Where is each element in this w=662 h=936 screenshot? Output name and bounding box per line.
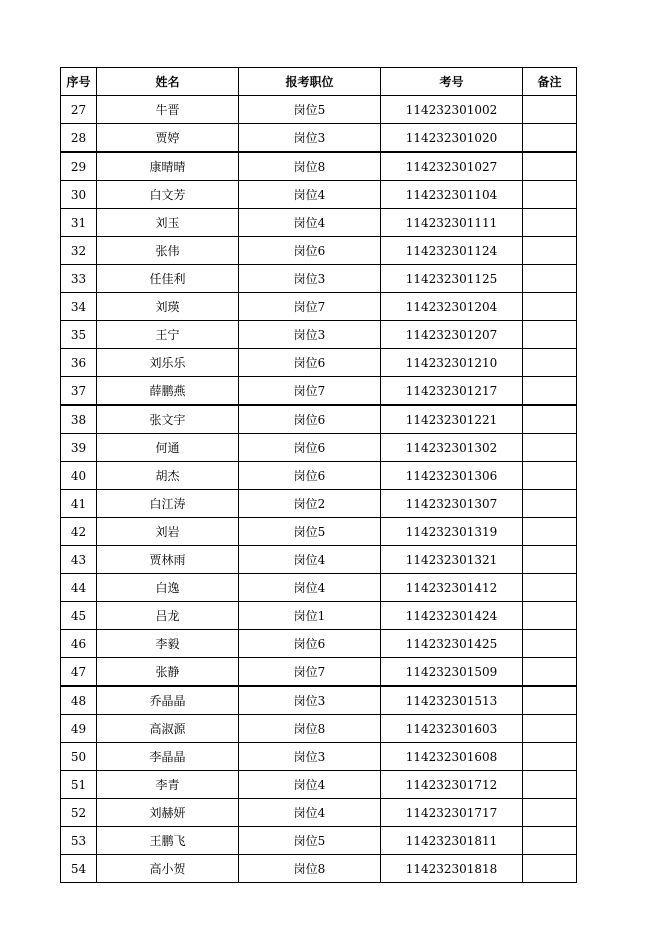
cell-name: 康晴晴	[97, 152, 239, 181]
cell-position: 岗位4	[239, 181, 381, 209]
cell-note	[523, 321, 577, 349]
header-exam-id: 考号	[381, 68, 523, 96]
cell-note	[523, 96, 577, 124]
cell-position: 岗位6	[239, 630, 381, 658]
cell-position: 岗位4	[239, 771, 381, 799]
table-row	[61, 686, 577, 715]
table-row	[61, 658, 577, 687]
cell-no: 33	[61, 265, 97, 293]
cell-no: 37	[61, 377, 97, 406]
cell-position: 岗位3	[239, 321, 381, 349]
cell-no: 38	[61, 405, 97, 434]
cell-exam-id: 114232301111	[381, 209, 523, 237]
cell-position: 岗位7	[239, 377, 381, 406]
cell-no: 40	[61, 462, 97, 490]
cell-note	[523, 181, 577, 209]
cell-note	[523, 405, 577, 434]
cell-exam-id: 114232301712	[381, 771, 523, 799]
table-row	[61, 518, 577, 546]
cell-note	[523, 602, 577, 630]
header-row	[61, 68, 577, 96]
cell-note	[523, 799, 577, 827]
cell-note	[523, 490, 577, 518]
cell-name: 白江涛	[97, 490, 239, 518]
cell-exam-id: 114232301217	[381, 377, 523, 406]
header-name: 姓名	[97, 68, 239, 96]
cell-name: 何通	[97, 434, 239, 462]
cell-exam-id: 114232301125	[381, 265, 523, 293]
table-row	[61, 546, 577, 574]
table-row	[61, 377, 577, 406]
cell-exam-id: 114232301204	[381, 293, 523, 321]
cell-position: 岗位7	[239, 293, 381, 321]
cell-no: 53	[61, 827, 97, 855]
cell-position: 岗位8	[239, 152, 381, 181]
cell-exam-id: 114232301306	[381, 462, 523, 490]
table-row	[61, 630, 577, 658]
table-row	[61, 209, 577, 237]
table-row	[61, 799, 577, 827]
cell-position: 岗位7	[239, 658, 381, 687]
cell-exam-id: 114232301210	[381, 349, 523, 377]
table-row	[61, 265, 577, 293]
table-row	[61, 152, 577, 181]
cell-name: 牛晋	[97, 96, 239, 124]
cell-no: 54	[61, 855, 97, 883]
cell-name: 高小贺	[97, 855, 239, 883]
cell-note	[523, 771, 577, 799]
cell-exam-id: 114232301319	[381, 518, 523, 546]
cell-no: 41	[61, 490, 97, 518]
cell-position: 岗位6	[239, 349, 381, 377]
cell-name: 李毅	[97, 630, 239, 658]
cell-note	[523, 462, 577, 490]
cell-note	[523, 518, 577, 546]
cell-position: 岗位3	[239, 686, 381, 715]
cell-exam-id: 114232301221	[381, 405, 523, 434]
cell-no: 30	[61, 181, 97, 209]
cell-no: 45	[61, 602, 97, 630]
cell-exam-id: 114232301002	[381, 96, 523, 124]
table-row	[61, 293, 577, 321]
cell-name: 贾婷	[97, 124, 239, 153]
cell-no: 36	[61, 349, 97, 377]
table-row	[61, 124, 577, 153]
cell-name: 李晶晶	[97, 743, 239, 771]
cell-no: 29	[61, 152, 97, 181]
table-row	[61, 827, 577, 855]
cell-name: 白逸	[97, 574, 239, 602]
cell-name: 乔晶晶	[97, 686, 239, 715]
cell-note	[523, 237, 577, 265]
cell-no: 50	[61, 743, 97, 771]
cell-no: 52	[61, 799, 97, 827]
cell-exam-id: 114232301104	[381, 181, 523, 209]
cell-exam-id: 114232301811	[381, 827, 523, 855]
cell-note	[523, 209, 577, 237]
cell-name: 吕龙	[97, 602, 239, 630]
cell-no: 34	[61, 293, 97, 321]
cell-name: 薛鹏燕	[97, 377, 239, 406]
cell-name: 刘岩	[97, 518, 239, 546]
cell-no: 44	[61, 574, 97, 602]
cell-note	[523, 630, 577, 658]
cell-no: 46	[61, 630, 97, 658]
cell-exam-id: 114232301027	[381, 152, 523, 181]
cell-exam-id: 114232301412	[381, 574, 523, 602]
cell-no: 48	[61, 686, 97, 715]
table-row	[61, 181, 577, 209]
cell-name: 李青	[97, 771, 239, 799]
cell-exam-id: 114232301307	[381, 490, 523, 518]
cell-position: 岗位6	[239, 405, 381, 434]
cell-position: 岗位4	[239, 209, 381, 237]
cell-exam-id: 114232301608	[381, 743, 523, 771]
table-row	[61, 434, 577, 462]
cell-name: 任佳利	[97, 265, 239, 293]
cell-note	[523, 152, 577, 181]
table-row	[61, 462, 577, 490]
table-row	[61, 349, 577, 377]
table-row	[61, 715, 577, 743]
cell-name: 贾林雨	[97, 546, 239, 574]
cell-note	[523, 715, 577, 743]
cell-exam-id: 114232301425	[381, 630, 523, 658]
cell-exam-id: 114232301321	[381, 546, 523, 574]
cell-note	[523, 855, 577, 883]
cell-note	[523, 686, 577, 715]
cell-name: 刘玉	[97, 209, 239, 237]
cell-note	[523, 546, 577, 574]
table-row	[61, 490, 577, 518]
cell-no: 39	[61, 434, 97, 462]
cell-position: 岗位4	[239, 546, 381, 574]
table-row	[61, 602, 577, 630]
cell-no: 28	[61, 124, 97, 153]
spreadsheet-sheet	[60, 67, 577, 883]
cell-name: 胡杰	[97, 462, 239, 490]
cell-exam-id: 114232301020	[381, 124, 523, 153]
cell-no: 42	[61, 518, 97, 546]
table-row	[61, 321, 577, 349]
cell-position: 岗位6	[239, 462, 381, 490]
cell-exam-id: 114232301603	[381, 715, 523, 743]
cell-position: 岗位4	[239, 574, 381, 602]
cell-exam-id: 114232301207	[381, 321, 523, 349]
cell-position: 岗位6	[239, 237, 381, 265]
header-no: 序号	[61, 68, 97, 96]
table-row	[61, 237, 577, 265]
cell-position: 岗位5	[239, 827, 381, 855]
cell-position: 岗位2	[239, 490, 381, 518]
cell-note	[523, 265, 577, 293]
cell-position: 岗位8	[239, 715, 381, 743]
cell-name: 王宁	[97, 321, 239, 349]
cell-no: 49	[61, 715, 97, 743]
cell-note	[523, 658, 577, 687]
cell-name: 刘赫妍	[97, 799, 239, 827]
cell-note	[523, 377, 577, 406]
cell-position: 岗位3	[239, 265, 381, 293]
cell-name: 白文芳	[97, 181, 239, 209]
table-row	[61, 405, 577, 434]
cell-exam-id: 114232301717	[381, 799, 523, 827]
cell-note	[523, 349, 577, 377]
cell-name: 刘瑛	[97, 293, 239, 321]
table-row	[61, 855, 577, 883]
cell-position: 岗位6	[239, 434, 381, 462]
cell-position: 岗位8	[239, 855, 381, 883]
cell-name: 刘乐乐	[97, 349, 239, 377]
header-note: 备注	[523, 68, 577, 96]
cell-no: 32	[61, 237, 97, 265]
cell-position: 岗位5	[239, 518, 381, 546]
cell-exam-id: 114232301509	[381, 658, 523, 687]
cell-position: 岗位4	[239, 799, 381, 827]
roster-table	[60, 67, 577, 883]
cell-position: 岗位1	[239, 602, 381, 630]
cell-no: 43	[61, 546, 97, 574]
cell-name: 高淑源	[97, 715, 239, 743]
cell-position: 岗位3	[239, 743, 381, 771]
cell-name: 张文宇	[97, 405, 239, 434]
table-row	[61, 574, 577, 602]
cell-note	[523, 743, 577, 771]
cell-note	[523, 124, 577, 153]
table-row	[61, 743, 577, 771]
cell-note	[523, 574, 577, 602]
cell-exam-id: 114232301818	[381, 855, 523, 883]
cell-name: 张静	[97, 658, 239, 687]
cell-note	[523, 293, 577, 321]
table-row	[61, 96, 577, 124]
header-position: 报考职位	[239, 68, 381, 96]
cell-no: 35	[61, 321, 97, 349]
cell-note	[523, 827, 577, 855]
cell-exam-id: 114232301513	[381, 686, 523, 715]
cell-position: 岗位3	[239, 124, 381, 153]
cell-name: 张伟	[97, 237, 239, 265]
cell-no: 51	[61, 771, 97, 799]
cell-no: 47	[61, 658, 97, 687]
table-row	[61, 771, 577, 799]
cell-position: 岗位5	[239, 96, 381, 124]
cell-no: 31	[61, 209, 97, 237]
cell-no: 27	[61, 96, 97, 124]
cell-exam-id: 114232301124	[381, 237, 523, 265]
cell-exam-id: 114232301302	[381, 434, 523, 462]
cell-name: 王鹏飞	[97, 827, 239, 855]
cell-note	[523, 434, 577, 462]
cell-exam-id: 114232301424	[381, 602, 523, 630]
